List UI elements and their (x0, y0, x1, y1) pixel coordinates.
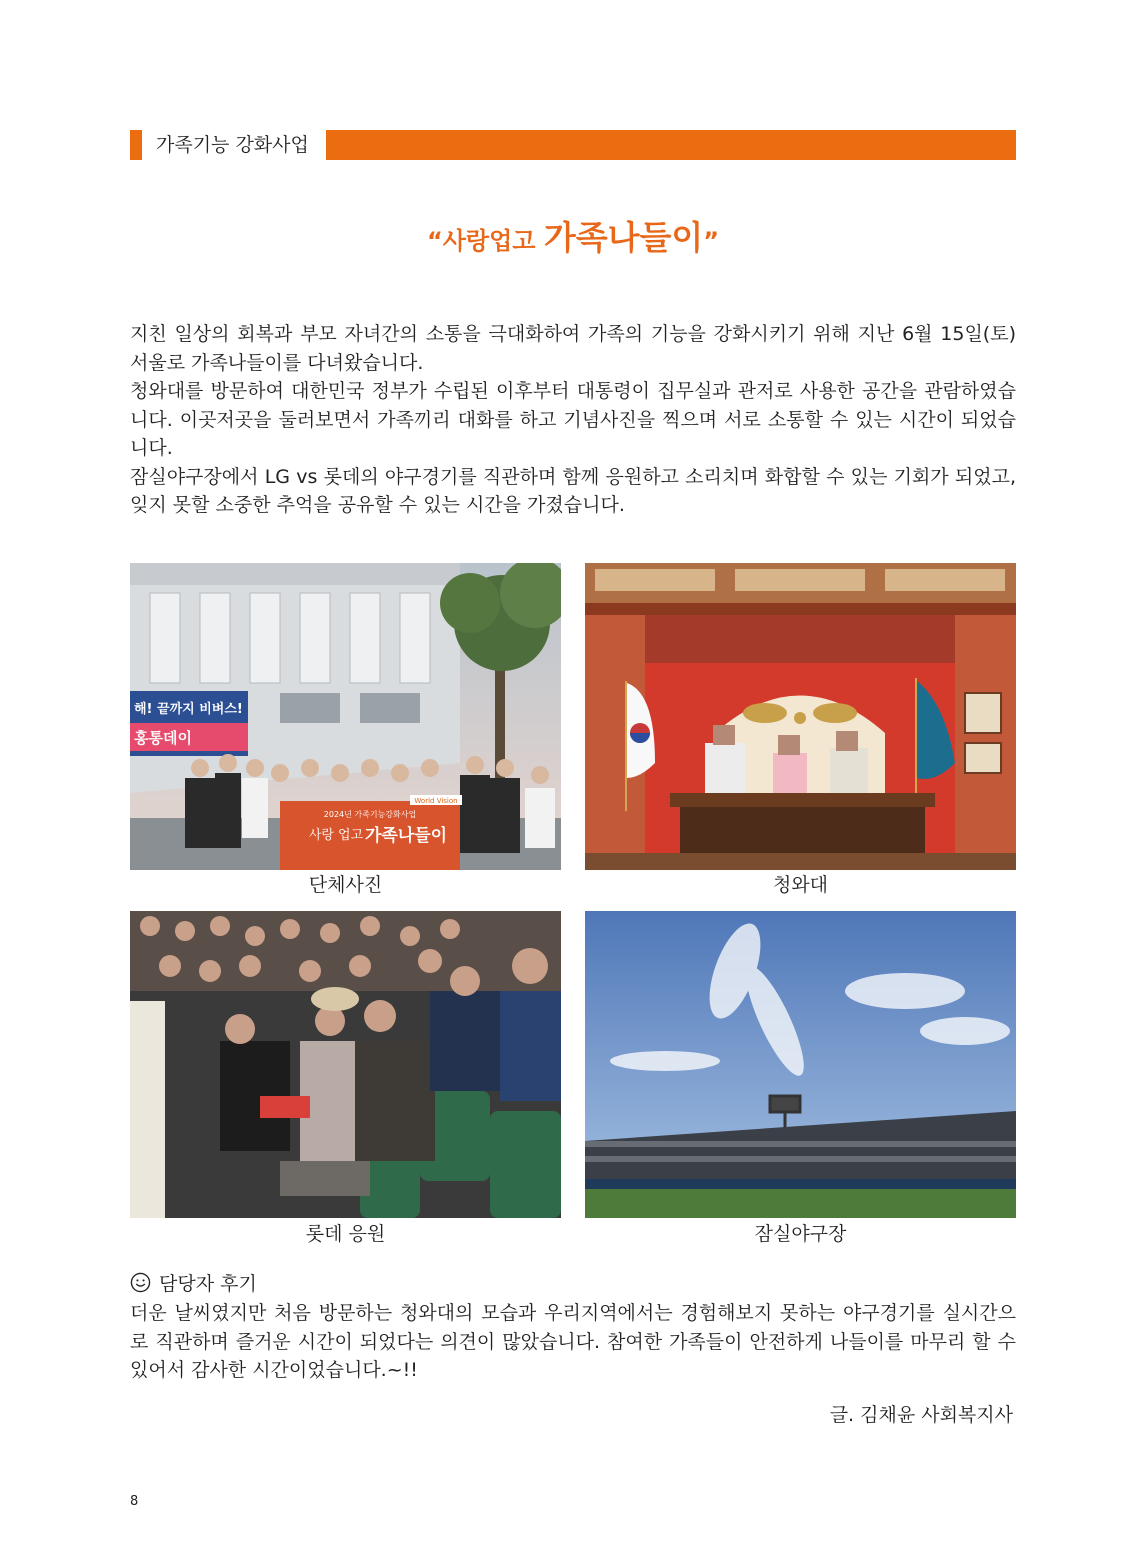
author-signature: 글. 김채윤 사회복지사 (829, 1404, 1013, 1426)
group-photo (130, 563, 561, 870)
group-photo-caption: 단체사진 (308, 874, 383, 896)
review-heading-text: 담당자 후기 (159, 1272, 257, 1295)
body-paragraph: 잠실야구장에서 LG vs 롯데의 야구경기를 직관하며 함께 응원하고 소리치며 화합할 수 있는 기회가 되었고, 잊지 못할 소중한 추억을 공유할 수 있는 시간을 가졌습니다. (130, 465, 1016, 516)
bluehouse-photo-caption: 청와대 (772, 874, 829, 896)
worldvision-logo: World Vision (414, 797, 458, 805)
banner-subtitle: 2024년 가족기능강화사업 (323, 810, 417, 819)
lotte-cheer-photo-caption: 롯데 응원 (305, 1223, 386, 1245)
page-number: 8 (130, 1494, 139, 1509)
review-text: 더운 날씨였지만 처음 방문하는 청와대의 모습과 우리지역에서는 경험해보지 못하는 야구경기를 실시간으로 직관하며 즐거운 시간이 되었다는 의견이 많았습니다. 참여한 가족들이 안전하게 나들이를 마무리 할 수 있어서 감사한 시간이었습니다.~!! (130, 1302, 1016, 1381)
section-marker (130, 130, 142, 160)
article-body (130, 320, 1016, 520)
title-close-quote: ” (703, 227, 720, 255)
section-bar (326, 130, 1016, 160)
staff-review (130, 1267, 1016, 1385)
body-paragraph: 지친 일상의 회복과 부모 자녀간의 소통을 극대화하여 가족의 기능을 강화시키기 위해 지난 6월 15일(토) 서울로 가족나들이를 다녀왔습니다. (130, 323, 1016, 374)
stadium-sign-text: 홍통데이 (134, 729, 192, 747)
title-open-quote: “ (426, 227, 443, 255)
section-label: 가족기능 강화사업 (156, 134, 309, 156)
jamsil-stadium-photo-caption: 잠실야구장 (754, 1223, 847, 1245)
body-paragraph: 청와대를 방문하여 대한민국 정부가 수립된 이후부터 대통령이 집무실과 관저로 사용한 공간을 관람하였습니다. 이곳저곳을 둘러보면서 가족끼리 대화를 하고 기념사진을 찍으며 서로 소통할 수 있는 시간이 되었습니다. (130, 380, 1016, 459)
jamsil-stadium-photo (585, 911, 1016, 1218)
banner-title-1: 사랑 업고 (308, 828, 364, 843)
lotte-cheer-photo (130, 911, 561, 1218)
title-main: 가족나들이 (543, 218, 704, 257)
stadium-sign-text: 해! 끝까지 비벼스! (134, 702, 243, 717)
page-title (0, 212, 1146, 259)
smiley-icon (130, 1272, 151, 1293)
banner-title-2: 가족나들이 (364, 826, 448, 846)
review-heading (130, 1267, 1016, 1297)
bluehouse-photo (585, 563, 1016, 870)
section-header (130, 130, 1016, 160)
title-prefix: 사랑업고 (442, 227, 544, 255)
